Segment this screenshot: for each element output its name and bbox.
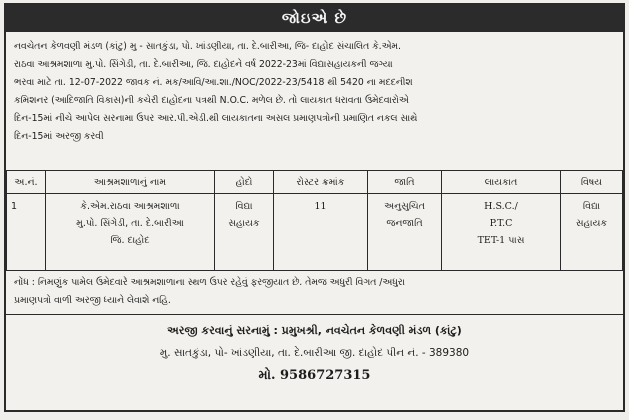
cell-caste: અનુસુચિત જનજાતિ [368,194,442,271]
col-header-post: હોદો [215,171,274,194]
col-header-roster: રોસ્ટર ક્રમાંક [274,171,368,194]
table-row [7,194,623,271]
address-title: અરજી કરવાનું સરનામું : પ્રમુખશ્રી, નવચેતન કેળવણી મંડળ (કાંટુ) [167,324,462,337]
cell-roster: 11 [274,194,368,271]
application-address [6,315,623,388]
col-header-qualification: લાયકાત [442,171,561,194]
col-header-caste: જાતિ [368,171,442,194]
cell-school: કે.એમ.રાઠવા આશ્રમશાળા મુ.પો. સિંગેડી, તા. દે.બારીઆ જિ. દાહોદ [46,194,215,271]
intro-paragraph: નવચેતન કેળવણી મંડળ (કાંટુ) મુ - સાતકુંડા, પો. ખાંડણીયા, તા. દે.બારીઆ, જિ- દાહોદ સંચાલિત કે.એમ. રાઠવા આશ્રમશાળા મુ.પો. સિંગેડી, તા. દે.બારીઆ, જિ. દાહોદને વર્ષ 2022-23માં વિદ્યાસહાયકની જગ્યા ભરવા માટે તા. 12-07-2022 જાવક નં. મક/આવિ/આ.શા./NOC/2022-23/5418 થી 5420 ના મદદનીશ કમિશનર (આદિજાતિ વિકાસ)ની કચેરી દાહોદના પત્રથી N.O.C. મળેલ છે. તો લાયકાત ધરાવતા ઉમેદવારોએ દિન-15માં નીચે આપેલ સરનામા ઉપર આર.પી.એડી.થી લાયકાતના અસલ પ્રમાણપત્રોની પ્રમાણિત નકલ સાથે દિન-15માં અરજી કરવી [14,41,418,142]
cell-subject: વિદ્યા સહાયક [561,194,623,271]
cell-qualification: H.S.C./ P.T.C TET-1 પાસ [442,194,561,271]
ad-title: જોઇએ છે [6,5,623,32]
cell-post: વિદ્યા સહાયક [215,194,274,271]
col-header-sr: અ.નં. [7,171,46,194]
cell-sr: 1 [7,194,46,271]
table-header-row [7,171,623,194]
phone-number: મો. 9586727315 [258,368,371,383]
advertisement [4,3,625,412]
note-paragraph: નોંધ : નિમણુંક પામેલ ઉમેદવારે આશ્રમશાળાના સ્થળ ઉપર રહેવું ફરજીયાત છે. તેમજ અધુરી વિગત /અધુરા પ્રમાણપત્રો વાળી અરજી ધ્યાને લેવાશે નહિ. [6,271,623,315]
address-line: મુ. સાતકુંડા, પો- ખાંડણીયા, તા. દે.બારીઆ જી. દાહોદ પીન નં. - 389380 [159,347,470,359]
col-header-school: આશ્રમશાળાનું નામ [46,171,215,194]
col-header-subject: વિષય [561,171,623,194]
vacancy-table [6,170,623,271]
